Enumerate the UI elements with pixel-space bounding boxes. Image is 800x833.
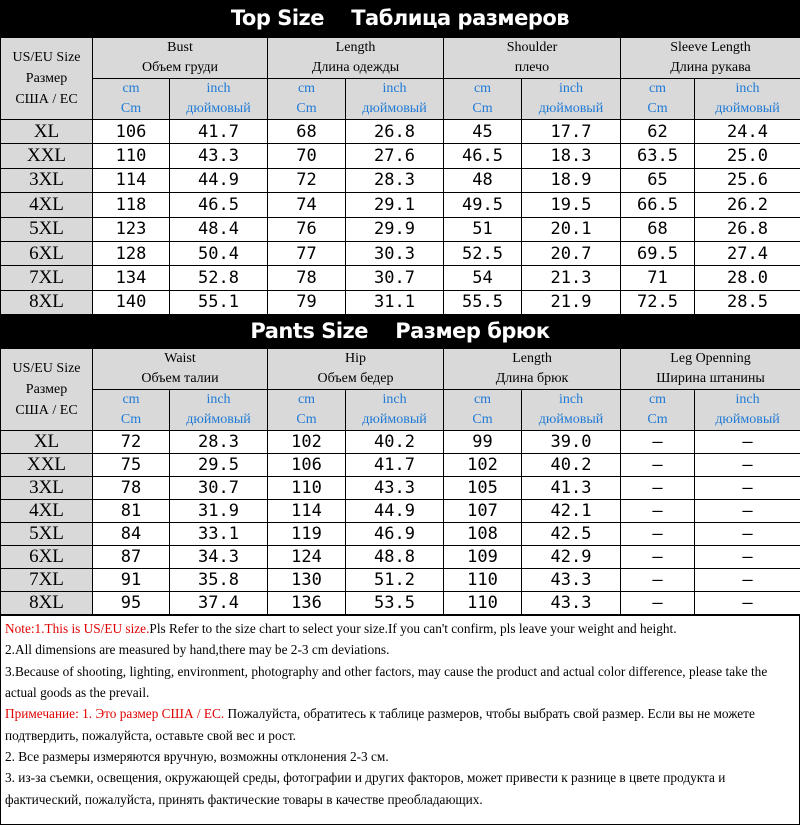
cm-unit-header [444,79,522,120]
inch-unit-label: inch [382,392,407,408]
size-label: XXL [1,454,93,477]
cm-unit-label: cm [122,81,140,96]
measurement-cell: 74 [268,193,346,217]
measurement-cell: 29.1 [346,193,444,217]
measure-group-label-en: Length [512,351,552,367]
cm-unit-label: Cm [472,412,493,428]
measurement-cell: – [621,546,695,569]
measure-group-label-ru: Ширина штанины [656,371,765,387]
measurement-cell: 114 [93,168,170,192]
cm-unit-label: Cm [120,412,142,428]
table-row [1,290,800,314]
measure-group-label-en: Leg Openning [670,351,751,367]
measure-group-header [444,349,621,390]
measurement-cell: 130 [268,569,346,592]
measurement-cell: 66.5 [621,193,695,217]
cm-unit-header [621,79,695,120]
size-label: 6XL [1,546,93,569]
measurement-cell: 18.9 [522,168,621,192]
measurement-cell: 99 [444,431,522,454]
cm-unit-label: cm [648,81,667,96]
inch-unit-label: дюймовый [362,101,427,116]
measurement-cell: 140 [93,290,170,314]
measurement-cell: 50.4 [170,241,268,265]
measure-group-label-ru: Длина рукава [670,60,751,75]
measurement-cell: 110 [444,592,522,615]
measurement-cell: 46.5 [170,193,268,217]
measurement-cell: 95 [93,592,170,615]
measurement-cell: 69.5 [621,241,695,265]
measurement-cell: – [621,454,695,477]
measurement-cell: 107 [444,500,522,523]
measure-group-label-ru: Объем бедер [317,371,394,387]
table-row [1,431,800,454]
inch-unit-label: inch [206,81,231,96]
measurement-cell: 43.3 [522,592,621,615]
measure-group-header [268,38,444,79]
measurement-cell: 78 [93,477,170,500]
measurement-cell: 109 [444,546,522,569]
measure-group-label-en: Hip [345,351,367,367]
measurement-cell: 71 [621,266,695,290]
size-column-header [1,38,93,120]
measurement-cell: 44.9 [346,500,444,523]
measurement-cell: 79 [268,290,346,314]
table-row [1,241,800,265]
cm-unit-label: Cm [296,412,317,428]
measurement-cell: 18.3 [522,144,621,168]
note-en-2: 2.All dimensions are measured by hand,there may be 2-3 cm deviations. [5,642,390,658]
note-en-1-text: Pls Refer to the size chart to select your size.If you can't confirm, pls leave your weight and height. [149,621,677,637]
measurement-cell: 24.4 [695,120,800,144]
measurement-cell: 20.7 [522,241,621,265]
measurement-cell: 52.8 [170,266,268,290]
measurement-cell: 30.7 [346,266,444,290]
measurement-cell: 72.5 [621,290,695,314]
measurement-cell: 35.8 [170,569,268,592]
inch-unit-label: inch [382,81,407,96]
measurement-cell: 28.5 [695,290,800,314]
measurement-cell: – [621,431,695,454]
inch-unit-header [346,390,444,431]
measurement-cell: 51 [444,217,522,241]
measurement-cell: 106 [93,120,170,144]
inch-unit-label: inch [206,392,231,408]
note-en-3: 3.Because of shooting, lighting, environment, photography and other factors, may cause the product and actual color difference, please take the actual goods as the prevail. [5,663,768,701]
measurement-cell: 26.2 [695,193,800,217]
measurement-cell: 53.5 [346,592,444,615]
size-column-header-line: США / ЕС [15,403,78,419]
table-row [1,477,800,500]
note-ru-1-label: Примечание: 1. Это размер США / ЕС. [5,706,225,722]
measurement-cell: 114 [268,500,346,523]
inch-unit-label: дюймовый [186,412,251,428]
cm-unit-label: Cm [472,101,493,116]
measure-group-label-en: Bust [167,40,193,55]
table-row [1,523,800,546]
measurement-cell: 49.5 [444,193,522,217]
inch-unit-label: дюймовый [538,412,604,428]
inch-unit-header [522,390,621,431]
cm-unit-header [268,390,346,431]
inch-unit-header [346,79,444,120]
table-row [1,217,800,241]
size-label: 8XL [1,290,93,314]
measurement-cell: 65 [621,168,695,192]
cm-unit-label: Cm [120,101,142,116]
inch-unit-label: дюймовый [362,412,427,428]
measurement-cell: 21.9 [522,290,621,314]
measurement-cell: 119 [268,523,346,546]
measurement-cell: 26.8 [346,120,444,144]
measurement-cell: 51.2 [346,569,444,592]
measurement-cell: – [695,523,800,546]
measurement-cell: 46.9 [346,523,444,546]
measurement-cell: 41.3 [522,477,621,500]
measurement-cell: 72 [93,431,170,454]
size-label: 3XL [1,168,93,192]
measurement-cell: – [695,569,800,592]
size-label: 8XL [1,592,93,615]
size-label: 4XL [1,500,93,523]
measurement-cell: – [695,454,800,477]
measurement-cell: – [621,500,695,523]
measurement-cell: 31.9 [170,500,268,523]
cm-unit-label: Cm [296,101,317,116]
table-row [1,266,800,290]
measurement-cell: – [621,523,695,546]
note-ru-1 [5,703,796,746]
measurement-cell: 40.2 [522,454,621,477]
note-ru-3: 3. из-за съемки, освещения, окружающей среды, фотографии и других факторов, может привести к разнице в цвете продукта и фактический, пожалуйста, принять фактические товары в качестве преобладающих. [5,770,726,807]
inch-unit-header [695,79,800,120]
measurement-cell: 27.6 [346,144,444,168]
size-label: 5XL [1,217,93,241]
measure-group-label-ru: Объем талии [141,371,219,387]
measurement-cell: 30.3 [346,241,444,265]
table-row [1,193,800,217]
measurement-cell: 34.3 [170,546,268,569]
cm-unit-label: cm [473,81,492,96]
measurement-cell: – [621,569,695,592]
measurement-cell: 17.7 [522,120,621,144]
measurement-cell: 31.1 [346,290,444,314]
measurement-cell: 20.1 [522,217,621,241]
measurement-cell: 106 [268,454,346,477]
measurement-cell: 28.0 [695,266,800,290]
measurement-cell: 78 [268,266,346,290]
measurement-cell: 52.5 [444,241,522,265]
measure-group-label-en: Sleeve Length [670,40,751,55]
measure-group-header [93,38,268,79]
measure-group-label-ru: Длина брюк [495,371,569,387]
size-column-header [1,349,93,431]
size-label: 4XL [1,193,93,217]
measurement-cell: 29.9 [346,217,444,241]
size-label: XXL [1,144,93,168]
measure-group-label-ru: Длина одежды [311,60,400,75]
measure-group-header [621,38,800,79]
measurement-cell: 33.1 [170,523,268,546]
table-row [1,454,800,477]
measurement-cell: 42.9 [522,546,621,569]
pants-size-table [0,348,800,615]
measure-group-header [268,349,444,390]
pants-size-title: Pants Size Размер брюк [250,319,550,344]
measurement-cell: 77 [268,241,346,265]
cm-unit-label: cm [122,392,140,408]
measurement-cell: 63.5 [621,144,695,168]
cm-unit-label: cm [297,392,316,408]
measurement-cell: 41.7 [346,454,444,477]
measurement-cell: 70 [268,144,346,168]
inch-unit-label: дюймовый [186,101,251,116]
measurement-cell: – [695,500,800,523]
cm-unit-label: Cm [647,101,668,116]
table-row [1,500,800,523]
measurement-cell: 30.7 [170,477,268,500]
measurement-cell: 28.3 [346,168,444,192]
measurement-cell: 75 [93,454,170,477]
inch-unit-header [695,390,800,431]
measurement-cell: 76 [268,217,346,241]
size-column-header-line: Размер [25,382,68,398]
size-column-header-line: США / ЕС [15,92,78,107]
measurement-cell: 84 [93,523,170,546]
measurement-cell: 68 [621,217,695,241]
measurement-cell: 55.5 [444,290,522,314]
table-row [1,592,800,615]
measurement-cell: 29.5 [170,454,268,477]
pants-size-banner [0,315,800,348]
inch-unit-label: inch [558,392,584,408]
measurement-cell: 110 [268,477,346,500]
cm-unit-label: Cm [647,412,668,428]
measurement-cell: – [621,477,695,500]
size-label: XL [1,120,93,144]
measurement-cell: 54 [444,266,522,290]
measure-group-label-en: Shoulder [506,40,558,55]
measurement-cell: – [695,431,800,454]
table-row [1,546,800,569]
measurement-cell: 25.0 [695,144,800,168]
measurement-cell: 108 [444,523,522,546]
size-label: 5XL [1,523,93,546]
measurement-cell: 72 [268,168,346,192]
inch-unit-header [170,79,268,120]
measurement-cell: – [695,592,800,615]
measurement-cell: 110 [444,569,522,592]
cm-unit-header [621,390,695,431]
measurement-cell: 42.1 [522,500,621,523]
cm-unit-header [268,79,346,120]
inch-unit-label: inch [735,392,760,408]
measurement-cell: 134 [93,266,170,290]
size-label: 7XL [1,569,93,592]
inch-unit-label: inch [558,81,584,96]
measurement-cell: 48 [444,168,522,192]
measurement-cell: – [695,546,800,569]
size-column-header-line: US/EU Size [12,50,81,65]
table-row [1,168,800,192]
measurement-cell: 128 [93,241,170,265]
measure-group-label-en: Length [335,40,376,55]
measurement-cell: 123 [93,217,170,241]
size-column-header-line: US/EU Size [12,361,81,377]
table-row [1,144,800,168]
measure-group-label-en: Waist [164,351,196,367]
measurement-cell: 27.4 [695,241,800,265]
measurement-cell: 39.0 [522,431,621,454]
measurement-cell: 62 [621,120,695,144]
cm-unit-header [93,79,170,120]
measurement-cell: 124 [268,546,346,569]
measure-group-header [444,38,621,79]
size-label: 7XL [1,266,93,290]
note-en-1-label: Note:1.This is US/EU size. [5,621,150,637]
measurement-cell: 19.5 [522,193,621,217]
measurement-cell: 41.7 [170,120,268,144]
measurement-cell: 68 [268,120,346,144]
size-label: 6XL [1,241,93,265]
measurement-cell: 102 [268,431,346,454]
measurement-cell: 91 [93,569,170,592]
inch-unit-label: дюймовый [715,101,780,116]
measurement-cell: 48.4 [170,217,268,241]
measurement-cell: 21.3 [522,266,621,290]
measurement-cell: – [695,477,800,500]
measurement-cell: 55.1 [170,290,268,314]
measurement-cell: 48.8 [346,546,444,569]
table-row [1,120,800,144]
measurement-cell: 40.2 [346,431,444,454]
note-en-1 [5,618,796,639]
measurement-cell: 37.4 [170,592,268,615]
measurement-cell: 81 [93,500,170,523]
measurement-cell: 46.5 [444,144,522,168]
table-row [1,569,800,592]
measure-group-header [93,349,268,390]
inch-unit-label: дюймовый [715,412,780,428]
measurement-cell: 45 [444,120,522,144]
measurement-cell: 43.3 [522,569,621,592]
measure-group-label-ru: Объем груди [142,60,218,75]
top-size-banner [0,0,800,37]
note-ru-1-text: Пожалуйста, обратитесь к таблице размеров, чтобы выбрать свой размер. Если вы не можете подтвердить, пожалуйста, оставьте свой вес и рост. [5,706,755,743]
top-size-title: Top Size Таблица размеров [230,6,570,30]
cm-unit-header [444,390,522,431]
measure-group-header [621,349,800,390]
inch-unit-header [522,79,621,120]
cm-unit-label: cm [648,392,667,408]
measurement-cell: 105 [444,477,522,500]
cm-unit-label: cm [297,81,316,96]
size-label: 3XL [1,477,93,500]
measurement-cell: 87 [93,546,170,569]
inch-unit-label: inch [735,81,760,96]
measurement-cell: 43.3 [346,477,444,500]
measurement-cell: 42.5 [522,523,621,546]
inch-unit-label: дюймовый [538,101,604,116]
measurement-cell: 25.6 [695,168,800,192]
measurement-cell: 44.9 [170,168,268,192]
note-ru-2: 2. Все размеры измеряются вручную, возможны отклонения 2-3 см. [5,748,389,764]
cm-unit-header [93,390,170,431]
measure-group-label-ru: плечо [514,60,550,75]
inch-unit-header [170,390,268,431]
top-size-table [0,37,800,315]
size-column-header-line: Размер [25,71,68,86]
measurement-cell: – [621,592,695,615]
cm-unit-label: cm [473,392,492,408]
measurement-cell: 136 [268,592,346,615]
measurement-cell: 110 [93,144,170,168]
measurement-cell: 26.8 [695,217,800,241]
measurement-cell: 28.3 [170,431,268,454]
size-label: XL [1,431,93,454]
measurement-cell: 118 [93,193,170,217]
notes-section [0,615,800,825]
measurement-cell: 43.3 [170,144,268,168]
measurement-cell: 102 [444,454,522,477]
